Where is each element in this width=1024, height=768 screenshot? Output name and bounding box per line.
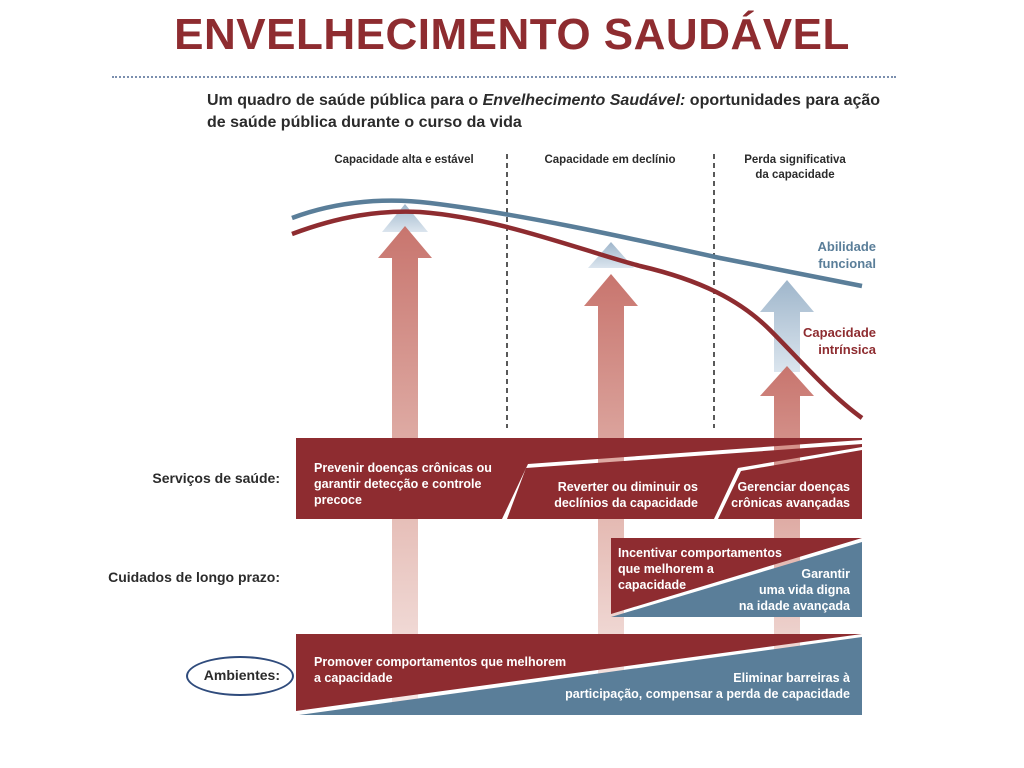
- longterm-blue-line2: uma vida digna: [759, 583, 850, 597]
- phase-header-3-line1: Perda significativa: [744, 154, 846, 166]
- subtitle-part2: oportunidades para ação de saúde pública durante o curso da vida: [207, 92, 881, 131]
- longterm-blue-text: [720, 566, 850, 614]
- longterm-blue-line1: Garantir: [801, 567, 850, 581]
- phase-header-declining: Capacidade em declínio: [544, 154, 676, 166]
- environment-red-text: [314, 654, 574, 686]
- health-box-2-text: [530, 479, 698, 511]
- environment-red-line1: Promover comportamentos que melhorem: [314, 655, 567, 669]
- intrinsic-label-line1: Capacidade: [803, 325, 876, 340]
- health-box-1-text: [314, 460, 514, 508]
- phase-header-significant-loss: [718, 153, 872, 183]
- row-label-long-term-care: Cuidados de longo prazo:: [108, 569, 280, 585]
- page-title: ENVELHECIMENTO SAUDÁVEL: [174, 10, 850, 59]
- health-box-2-line1: Reverter ou diminuir os: [557, 480, 698, 494]
- longterm-blue-line3: na idade avançada: [738, 599, 850, 613]
- longterm-red-line2: que melhorem a: [618, 562, 714, 576]
- environment-blue-line2: participação, compensar a perda de capacidade: [565, 687, 850, 701]
- functional-label-line2: funcional: [818, 256, 876, 271]
- environment-red-line2: a capacidade: [314, 671, 393, 685]
- health-box-3-line2: crônicas avançadas: [731, 496, 850, 510]
- functional-label-line1: Abilidade: [817, 239, 876, 254]
- subtitle-italic: Envelhecimento Saudável:: [482, 92, 686, 109]
- row-label-health-services: Serviços de saúde:: [152, 470, 280, 486]
- environments-highlight-ellipse: [186, 656, 294, 696]
- health-box-1-line2: garantir detecção e controle: [314, 477, 482, 491]
- longterm-red-line3: capacidade: [618, 578, 687, 592]
- health-box-3-line1: Gerenciar doenças: [737, 480, 850, 494]
- health-box-2-line2: declínios da capacidade: [554, 496, 698, 510]
- intrinsic-label-line2: intrínsica: [818, 342, 876, 357]
- functional-ability-label: [790, 238, 876, 272]
- phase-header-high-stable: Capacidade alta e estável: [334, 154, 474, 166]
- intrinsic-capacity-label: [790, 324, 876, 358]
- health-box-3-text: [730, 479, 850, 511]
- environment-blue-line1: Eliminar barreiras à: [733, 671, 850, 685]
- subtitle-part1: Um quadro de saúde pública para o: [207, 92, 483, 109]
- health-box-1-line3: precoce: [314, 493, 362, 507]
- health-box-1-line1: Prevenir doenças crônicas ou: [314, 461, 492, 475]
- environment-blue-text: [560, 670, 850, 702]
- longterm-red-line1: Incentivar comportamentos: [618, 546, 782, 560]
- row-label-environments: Ambientes:: [203, 667, 280, 683]
- phase-header-3-line2: da capacidade: [755, 169, 835, 181]
